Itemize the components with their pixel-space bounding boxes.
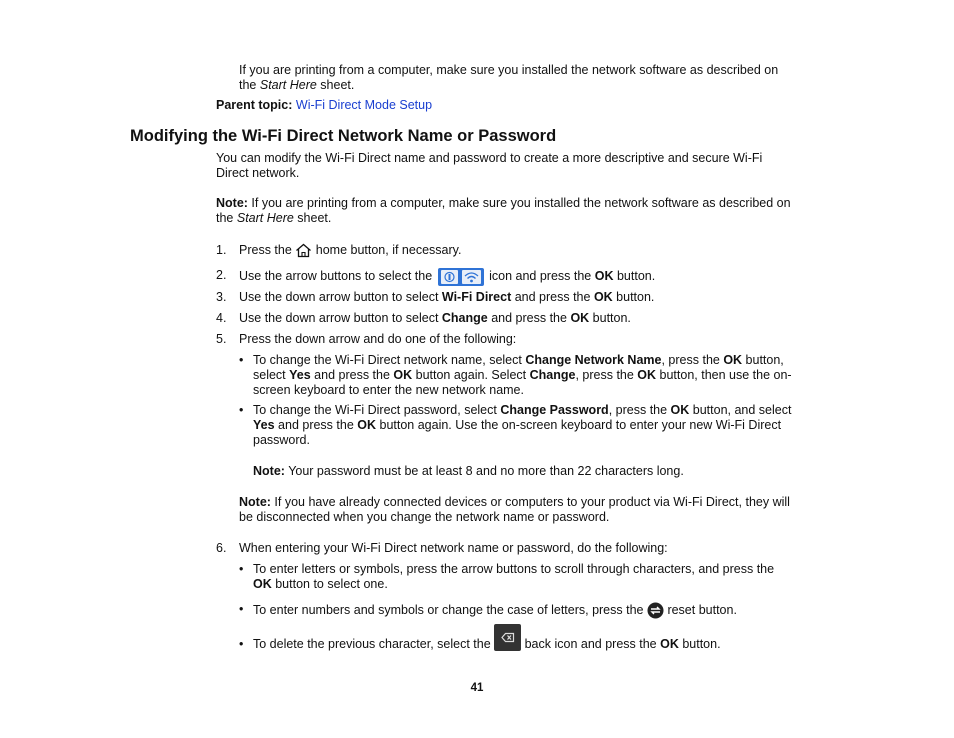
step-number: 5. [216, 332, 227, 346]
parent-topic [216, 98, 432, 113]
page-number: 41 [470, 682, 484, 694]
note-disconnect: Note: If you have already connected devices or computers to your product via Wi-Fi Direct, they will be disconnected when you change the network name or password. [239, 495, 790, 524]
top-note [239, 63, 778, 93]
step-number: 6. [216, 541, 227, 555]
step-number: 2. [216, 268, 227, 282]
step-1: Press the home button, if necessary. [239, 243, 829, 262]
bullet-dot: • [239, 353, 244, 367]
step-number: 3. [216, 290, 227, 304]
step-3: Use the down arrow button to select Wi-Fi Direct and press the OK button. [239, 290, 655, 304]
step-number: 4. [216, 311, 227, 325]
step-number: 1. [216, 243, 227, 257]
top-note-line2: the Start Here sheet. [239, 78, 355, 92]
bullet-letters: To enter letters or symbols, press the arrow buttons to scroll through characters, and press the OK button to select one. [253, 562, 775, 591]
step-5: Press the down arrow and do one of the following: [239, 332, 517, 346]
bullet-dot: • [239, 403, 244, 417]
top-note-line1: If you are printing from a computer, make sure you installed the network software as described on [239, 63, 779, 77]
wifi-direct-icon [438, 268, 484, 286]
bullet-dot: • [239, 602, 244, 616]
intro-paragraph: You can modify the Wi-Fi Direct name and password to create a more descriptive and secure Wi-Fi Direct network. [216, 151, 763, 180]
bullet-dot: • [239, 562, 244, 576]
step-4: Use the down arrow button to select Change and press the OK button. [239, 311, 631, 325]
bullet-change-name: To change the Wi-Fi Direct network name, select Change Network Name, press the OK button, select Yes and press the OK button again. Select Change, press the OK button, then use the on- screen keyboard to enter the new network name. [253, 353, 792, 397]
section-title: Modifying the Wi-Fi Direct Network Name or Password [130, 127, 557, 145]
backspace-icon [494, 624, 521, 651]
bullet-change-password: To change the Wi-Fi Direct password, select Change Password, press the OK button, and select Yes and press the OK button again. Use the on-screen keyboard to enter your new Wi-Fi Direct password. [253, 403, 792, 447]
parent-topic-label: Parent topic: [216, 98, 293, 112]
bullet-dot: • [239, 637, 244, 651]
note-password-length: Note: Your password must be at least 8 and no more than 22 characters long. [253, 464, 684, 478]
bullet-numbers: To enter numbers and symbols or change the case of letters, press the reset button. [253, 602, 823, 622]
parent-topic-link[interactable]: Wi-Fi Direct Mode Setup [295, 98, 433, 112]
step-2: Use the arrow buttons to select the icon and press the OK button. [239, 268, 829, 286]
note-software: Note: If you are printing from a computer, make sure you installed the network software as described on the Start Here sheet. [216, 196, 791, 225]
note-label: Note: [216, 196, 248, 210]
home-icon [295, 243, 312, 262]
reset-icon [647, 602, 664, 622]
step-6: When entering your Wi-Fi Direct network name or password, do the following: [239, 541, 668, 555]
bullet-delete: To delete the previous character, select the back icon and press the OK button. [253, 624, 823, 653]
